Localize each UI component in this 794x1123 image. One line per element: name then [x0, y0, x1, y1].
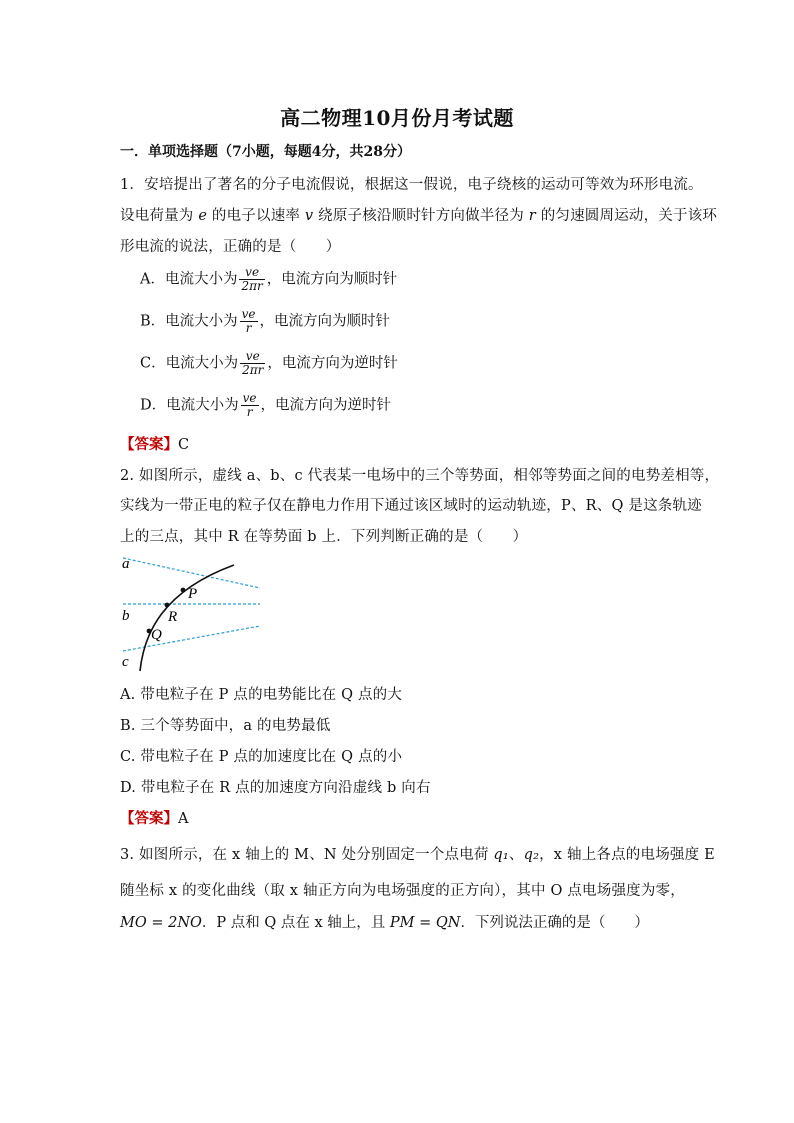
fraction-numerator: ve	[239, 266, 264, 280]
option-suffix: ，电流方向为顺时针	[259, 313, 391, 330]
var-e: e	[198, 208, 208, 224]
option-suffix: ，电流方向为逆时针	[260, 397, 392, 414]
var-v: v	[304, 208, 314, 224]
fraction	[240, 350, 265, 377]
answer-label: 【答案】	[120, 810, 178, 827]
label-p: P	[188, 586, 198, 602]
charge-q2: q₂	[523, 847, 540, 863]
q1-line-2c: 绕原子核沿顺时针方向做半径为	[313, 208, 529, 224]
q3-line-1b: ，x 轴上各点的电场强度 E	[539, 847, 715, 863]
q2-answer	[120, 807, 188, 828]
q3-line-1	[120, 843, 715, 864]
fraction-numerator: ve	[242, 391, 257, 405]
equation-mo-2no: MO = 2NO	[120, 915, 202, 931]
q1-option-d	[140, 392, 391, 419]
answer-value: A	[178, 811, 189, 827]
option-prefix: B．电流大小为	[140, 313, 238, 330]
q3-line-3b: ．下列说法正确的是（ ）	[460, 915, 649, 931]
q1-line-1: 1．安培提出了著名的分子电流假说，根据这一假说，电子绕核的运动可等效为环形电流。	[120, 177, 703, 193]
q1-line-2d: 的匀速圆周运动，关于该环	[535, 208, 718, 224]
label-r: R	[168, 609, 178, 625]
particle-trajectory	[140, 565, 234, 671]
point-r-dot	[165, 603, 170, 608]
fraction-denominator: r	[245, 321, 252, 335]
option-prefix: D．电流大小为	[140, 397, 239, 414]
q2-line-2: 实线为一带正电的粒子仅在静电力作用下通过该区域时的运动轨迹，P、R、Q 是这条轨迹	[120, 498, 702, 514]
q1-option-c	[140, 350, 398, 377]
var-r: r	[528, 208, 536, 224]
q1-line-2b: 的电子以速率	[207, 208, 305, 224]
q3-line-1a: 3. 如图所示，在 x 轴上的 M、N 处分别固定一个点电荷	[120, 847, 494, 863]
fraction	[241, 392, 259, 419]
q3-line-2: 随坐标 x 的变化曲线（取 x 轴正方向为电场强度的正方向），其中 O 点电场强度为零，	[120, 883, 685, 899]
q1-line-2	[120, 204, 717, 225]
section-heading: 一．单项选择题（7小题，每题4分，共28分）	[120, 144, 411, 160]
equipotential-line-a	[123, 558, 260, 588]
label-c: c	[122, 654, 129, 670]
point-p-dot	[181, 588, 186, 593]
fraction-denominator: 2πr	[242, 363, 264, 377]
label-b: b	[122, 608, 130, 624]
fraction-numerator: ve	[240, 350, 265, 364]
q3-line-3	[120, 911, 649, 932]
q1-answer	[120, 433, 189, 454]
q2-line-3: 上的三点，其中 R 在等势面 b 上．下列判断正确的是（ ）	[120, 529, 528, 545]
fraction	[240, 308, 258, 335]
label-a: a	[122, 556, 130, 572]
q2-option-c: C. 带电粒子在 P 点的加速度比在 Q 点的小	[120, 749, 403, 765]
q1-line-2a: 设电荷量为	[120, 208, 199, 224]
answer-label: 【答案】	[120, 436, 178, 453]
option-suffix: ，电流方向为逆时针	[267, 355, 398, 372]
answer-value: C	[178, 437, 190, 453]
charge-q1: q₁	[493, 847, 509, 863]
equipotential-figure	[118, 553, 268, 673]
fraction-denominator: 2πr	[241, 279, 263, 293]
q2-option-a: A. 带电粒子在 P 点的电势能比在 Q 点的大	[120, 687, 403, 703]
q2-option-b: B. 三个等势面中，a 的电势最低	[120, 718, 331, 734]
fraction-numerator: ve	[241, 307, 256, 321]
q2-option-d: D. 带电粒子在 R 点的加速度方向沿虚线 b 向右	[120, 780, 431, 796]
q2-line-1: 2. 如图所示，虚线 a、b、c 代表某一电场中的三个等势面，相邻等势面之间的电势差相等，	[120, 468, 720, 484]
q1-option-b	[140, 308, 390, 335]
q1-line-3: 形电流的说法，正确的是（ ）	[120, 239, 341, 255]
fraction-denominator: r	[246, 405, 253, 419]
q3-line-3a: ．P 点和 Q 点在 x 轴上，且	[201, 915, 390, 931]
option-prefix: A．电流大小为	[140, 271, 238, 288]
fraction	[239, 266, 264, 293]
separator: 、	[508, 847, 524, 863]
label-q: Q	[151, 627, 162, 643]
option-suffix: ，电流方向为顺时针	[266, 271, 398, 288]
equipotential-line-c	[123, 626, 260, 651]
q1-option-a	[140, 266, 397, 293]
option-prefix: C．电流大小为	[140, 355, 239, 372]
page-title: 高二物理10月份月考试题	[280, 106, 514, 130]
equation-pm-qn: PM = QN	[389, 915, 461, 931]
